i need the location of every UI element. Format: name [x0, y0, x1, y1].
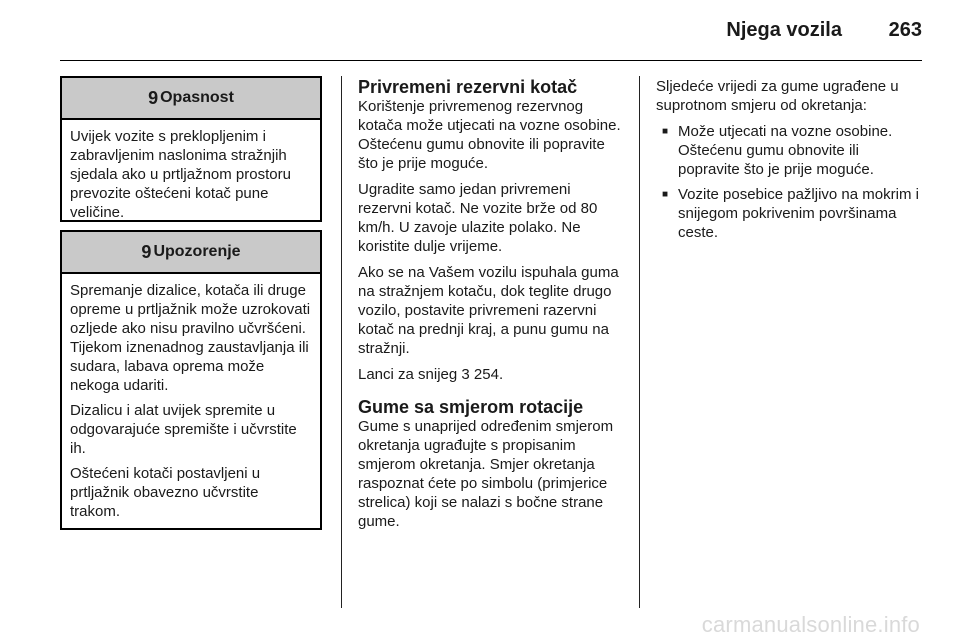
- caution-text-3: Oštećeni kotači postavljeni u prtljažnik obavezno učvrstite trakom.: [70, 465, 261, 520]
- middle-column: [358, 77, 626, 538]
- right-intro: Sljedeće vrijedi za gume ugrađene u suprotnom smjeru od okretanja:: [656, 78, 899, 114]
- column-divider-1: [341, 76, 342, 608]
- list-item: [656, 122, 924, 179]
- directional-text: Gume s unaprijed određenim smjerom okretanja ugrađujte s propisanim smjerom okretanja. Smjer okretanja raspoznat ćete po simbolu (primjerice strelica) koji se nalazi s bočne strane gume.: [358, 418, 614, 530]
- right-column: [656, 77, 924, 248]
- danger-heading: Opasnost: [160, 89, 234, 106]
- page-reference-arrow-icon: 3: [461, 366, 470, 383]
- page-number: 263: [888, 19, 922, 41]
- directional-heading: Gume sa smjerom rotacije: [358, 397, 584, 417]
- caution-heading: Upozorenje: [153, 243, 241, 260]
- temp-spare-text-3: Ako se na Vašem vozilu ispuhala guma na stražnjem kotaču, dok teglite drugo vozilo, postavite privremeni razervni kotač na prednji kraj, a punu gumu na stražnji.: [358, 264, 619, 357]
- caution-text-1: Spremanje dizalice, kotača ili druge opreme u prtljažnik može uzrokovati ozljede ako nisu pravilno učvršćeni. Tijekom iznenadnog zaustavljanja ili sudara, labava oprema može nekoga udariti.: [70, 282, 311, 394]
- temp-spare-text-2: Ugradite samo jedan privremeni rezervni kotač. Ne vozite brže od 80 km/h. U zavoje ulazite polako. Ne koristite dulje vrijeme.: [358, 181, 598, 255]
- warning-triangle-icon: 9: [148, 87, 159, 108]
- watermark: carmanualsonline.info: [701, 612, 920, 637]
- snow-chains-page-link[interactable]: 254.: [473, 366, 504, 383]
- caution-box-body: [62, 274, 320, 529]
- temp-spare-text-1: Korištenje privremenog rezervnog kotača može utjecati na vozne osobine. Oštećenu gumu obnovite ili popravite što je prije moguće.: [358, 98, 621, 172]
- danger-box-header: [62, 78, 320, 120]
- bullet-square-icon: ■: [662, 126, 669, 137]
- danger-box: [60, 76, 322, 222]
- caution-box: [60, 230, 322, 530]
- snow-chains-line: [358, 365, 626, 384]
- bullet-square-icon: ■: [662, 189, 669, 200]
- bullet-text-1: Može utjecati na vozne osobine. Oštećenu gumu obnovite ili popravite što je prije moguće.: [678, 123, 893, 178]
- snow-chains-text: Lanci za snijeg: [358, 366, 458, 383]
- warning-triangle-icon: 9: [141, 241, 152, 262]
- temp-spare-heading: Privremeni rezervni kotač: [358, 77, 578, 97]
- caution-box-header: [62, 232, 320, 274]
- danger-box-body: [62, 120, 320, 230]
- section-title: Njega vozila: [726, 19, 842, 41]
- column-divider-2: [639, 76, 640, 608]
- list-item: [656, 185, 924, 242]
- bullet-text-2: Vozite posebice pažljivo na mokrim i snijegom pokrivenim površinama ceste.: [678, 186, 919, 241]
- caution-text-2: Dizalicu i alat uvijek spremite u odgovarajuće spremište i učvrstite ih.: [70, 402, 297, 457]
- header-rule: [60, 60, 922, 61]
- page-header: [0, 0, 960, 52]
- danger-text: Uvijek vozite s preklopljenim i zabravljenim naslonima stražnjih sjedala ako u prtljažnom prostoru prevozite oštećeni kotač pune veličine.: [70, 128, 291, 221]
